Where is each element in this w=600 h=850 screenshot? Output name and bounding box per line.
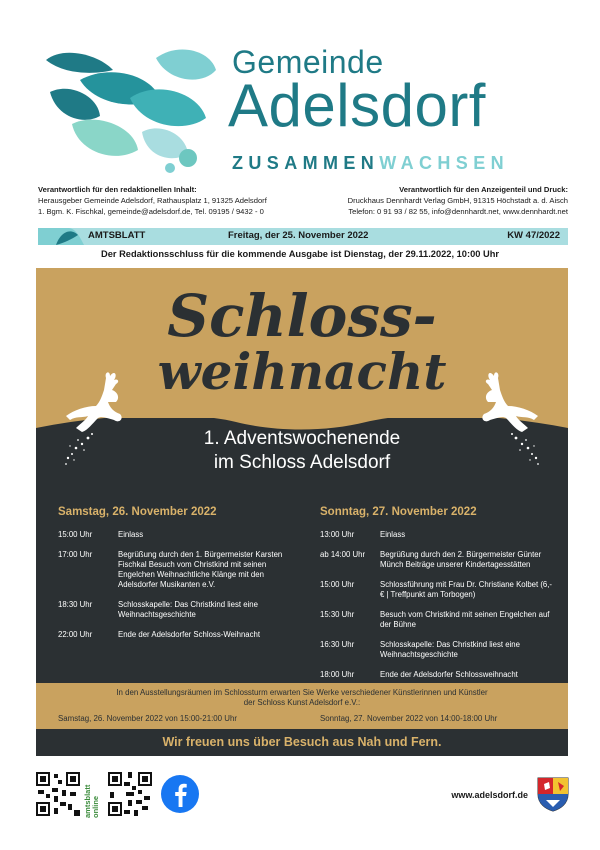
event-poster: [36, 268, 568, 756]
imprint-editorial-heading: Verantwortlich für den redaktionellen Inhalt:: [38, 185, 197, 194]
exhibition-date-sunday: Sonntag, 27. November 2022 von 14:00-18:00 Uhr: [320, 714, 498, 723]
website-link[interactable]: www.adelsdorf.de: [451, 790, 528, 800]
schedule-desc: Ende der Adelsdorfer Schlossweihnacht: [380, 670, 518, 679]
sunday-heading: Sonntag, 27. November 2022: [320, 506, 477, 518]
gemeinde-logo-icon: [38, 40, 223, 175]
schedule-time: 18:30 Uhr: [58, 600, 93, 609]
sunday-schedule: [320, 530, 556, 690]
exhibition-note-line: In den Ausstellungsräumen im Schlossturm erwarten Sie Werke verschiedener Künstlerinnen und Künstler: [116, 688, 488, 697]
poster-subtitle-line1: 1. Adventswochenende: [203, 428, 401, 449]
schedule-row: [320, 550, 556, 570]
imprint-print-line: Druckhaus Dennhardt Verlag GmbH, 91315 Höchstadt a. d. Aisch: [347, 196, 568, 206]
schedule-row: [320, 580, 556, 600]
poster-subtitle-line2: im Schloss Adelsdorf: [213, 452, 391, 473]
poster-closing-line: Wir freuen uns über Besuch aus Nah und Fern.: [162, 735, 442, 749]
amtsblatt-online-label: amtsblatt online: [83, 784, 100, 818]
exhibition-note: [36, 683, 568, 729]
schedule-desc: Schlossführung mit Frau Dr. Christiane Kolbet (6,- € | Treffpunkt am Torbogen): [380, 580, 553, 599]
schedule-desc: Ende der Adelsdorfer Schloss-Weihnacht: [118, 630, 261, 639]
qr-code-icon[interactable]: [106, 770, 154, 818]
brand-line-gemeinde: Gemeinde: [232, 44, 384, 80]
imprint-print: [348, 184, 568, 218]
schedule-desc: Schlosskapelle: Das Christkind liest eine Weihnachtsgeschichte: [380, 640, 520, 659]
poster-title-line2: weihnacht: [157, 342, 447, 401]
schedule-time: 22:00 Uhr: [58, 630, 93, 639]
slogan-part-2: WACHSEN: [379, 153, 510, 173]
schedule-row: [58, 600, 294, 620]
schedule-desc: Besuch vom Christkind mit seinen Engelchen auf der Bühne: [380, 610, 550, 629]
schedule-row: [58, 630, 294, 640]
schedule-time: 15:00 Uhr: [58, 530, 93, 539]
exhibition-note-line: der Schloss Kunst Adelsdorf e.V.:: [243, 698, 361, 707]
schedule-desc: Begrüßung durch den 1. Bürgermeister Karsten Fischkal Besuch vom Christkind mit seinen Engelchen Weihnachtliche Klänge mit den Adelsdorfer Musikanten e.V.: [118, 550, 283, 589]
saturday-heading: Samstag, 26. November 2022: [58, 506, 217, 518]
schedule-desc: Einlass: [118, 530, 144, 539]
schedule-desc: Einlass: [380, 530, 406, 539]
slogan-part-1: ZUSAMMEN: [232, 153, 380, 173]
poster-title-line1: Schloss-: [167, 282, 437, 350]
schedule-desc: Schlosskapelle: Das Christkind liest eine Weihnachtsgeschichte: [118, 600, 258, 619]
facebook-icon[interactable]: [160, 774, 200, 814]
schedule-row: [320, 530, 556, 540]
imprint-editorial-line: 1. Bgm. K. Fischkal, gemeinde@adelsdorf.de, Tel. 09195 / 9432 - 0: [38, 207, 264, 217]
schedule-time: 15:00 Uhr: [320, 580, 355, 589]
schedule-row: [320, 610, 556, 630]
schedule-row: [320, 670, 556, 680]
brand-line-adelsdorf: Adelsdorf: [228, 72, 486, 139]
imprint-editorial-line: Herausgeber Gemeinde Adelsdorf, Rathausplatz 1, 91325 Adelsdorf: [38, 196, 267, 206]
imprint-print-heading: Verantwortlich für den Anzeigenteil und Druck:: [399, 185, 568, 194]
saturday-schedule: [58, 530, 294, 650]
schedule-row: [320, 640, 556, 660]
schedule-time: ab 14:00 Uhr: [320, 550, 366, 559]
schedule-time: 18:00 Uhr: [320, 670, 355, 679]
issue-date: Freitag, der 25. November 2022: [228, 230, 369, 241]
issue-bar: [38, 228, 568, 245]
exhibition-date-saturday: Samstag, 26. November 2022 von 15:00-21:00 Uhr: [58, 714, 237, 723]
coat-of-arms-icon: [536, 776, 570, 812]
schedule-desc: Begrüßung durch den 2. Bürgermeister Günter Münch Beiträge unserer Kindertagesstätten: [380, 550, 542, 569]
qr-code-icon[interactable]: [34, 770, 82, 818]
schedule-time: 15:30 Uhr: [320, 610, 355, 619]
schedule-time: 13:00 Uhr: [320, 530, 355, 539]
schedule-row: [58, 550, 294, 590]
deadline-notice: Der Redaktionsschluss für die kommende Ausgabe ist Dienstag, der 29.11.2022, 10:00 Uhr: [100, 249, 500, 259]
imprint-editorial: [38, 184, 267, 218]
schedule-time: 17:00 Uhr: [58, 550, 93, 559]
brand-slogan: [232, 153, 509, 174]
leaf-tab-icon: [38, 225, 84, 248]
schedule-row: [58, 530, 294, 540]
schedule-time: 16:30 Uhr: [320, 640, 355, 649]
imprint-print-line: Telefon: 0 91 93 / 82 55, info@dennhardt.net, www.dennhardt.net: [348, 207, 568, 217]
issue-type: AMTSBLATT: [88, 230, 146, 241]
issue-week: KW 47/2022: [507, 230, 560, 241]
